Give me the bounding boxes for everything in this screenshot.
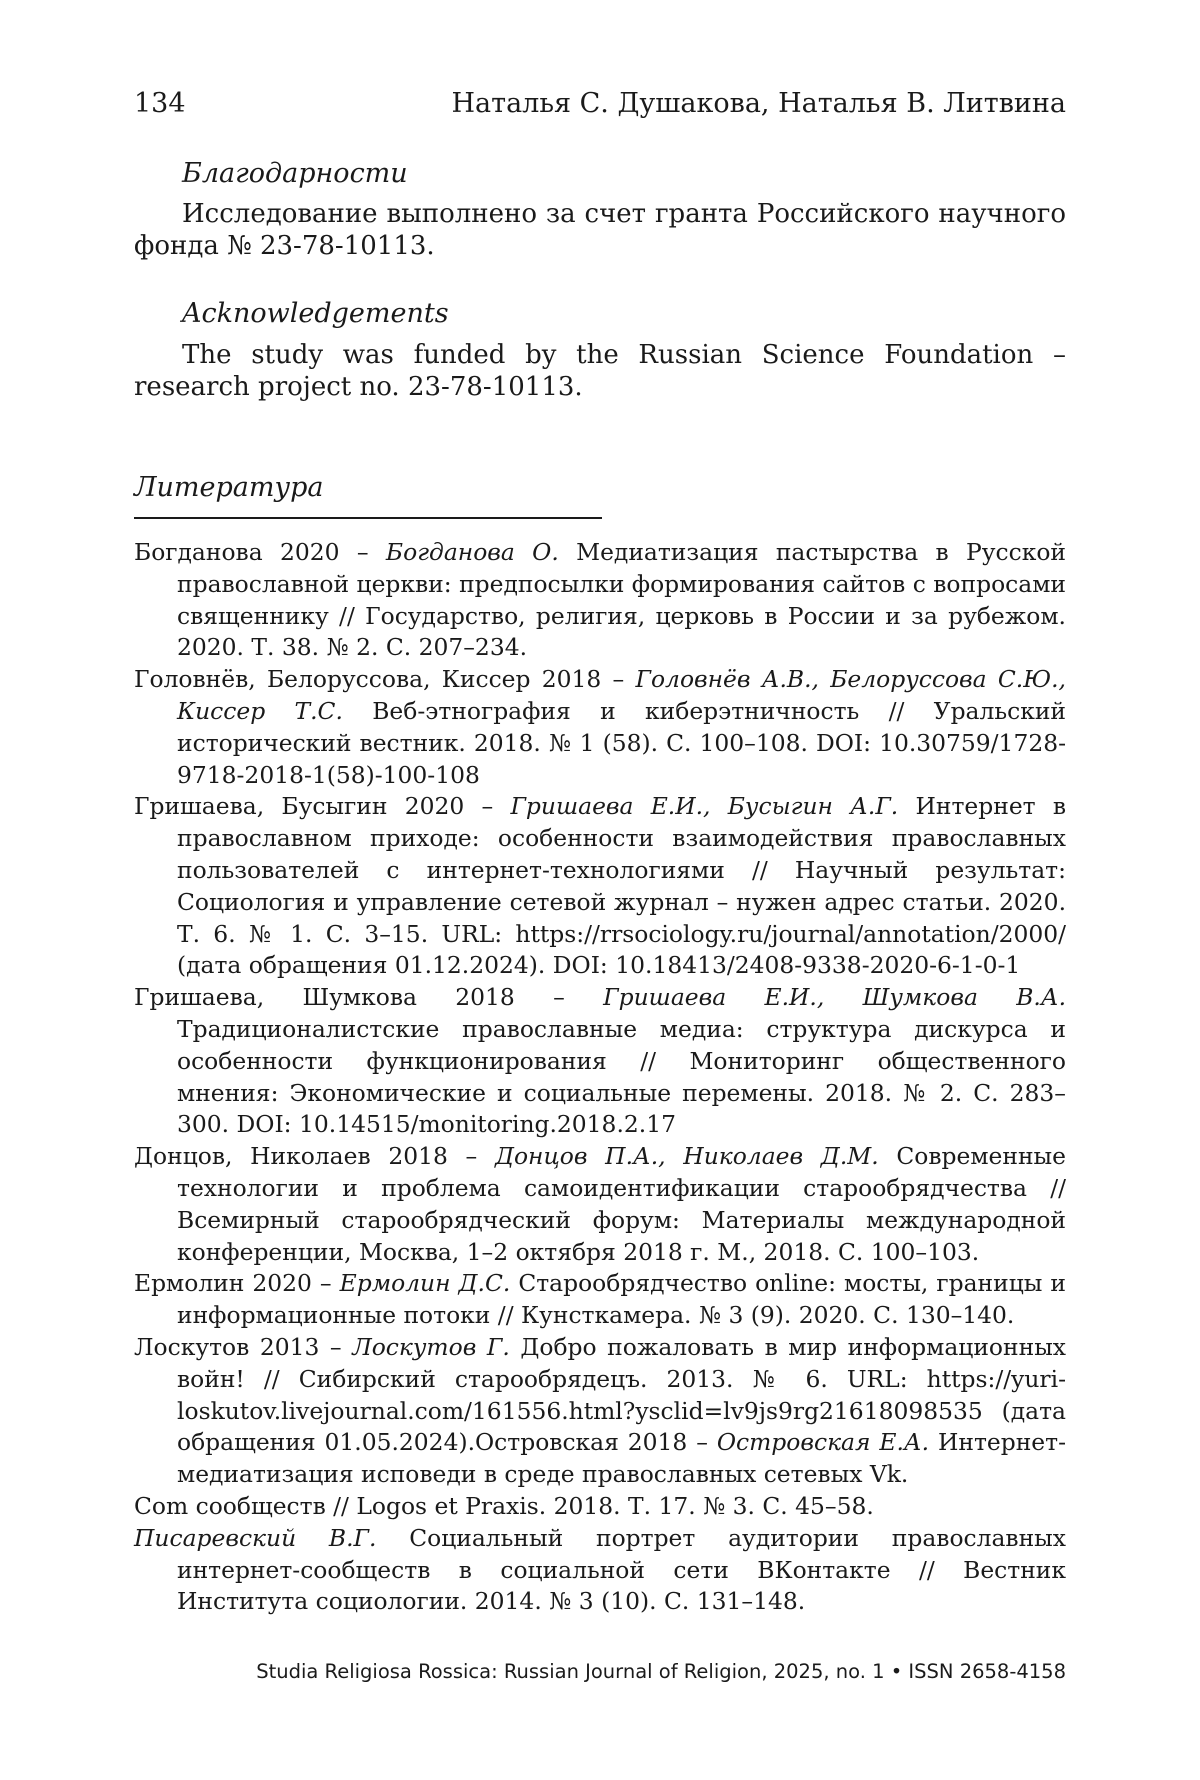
reference-item	[134, 791, 1066, 982]
reference-text: Социальный портрет аудитории православных интернет-сообществ в социальной сети ВКонтакте // Вестник Института социологии. 2014. № 3 (10). С. 131–148.	[177, 1523, 1066, 1616]
journal-footer: Studia Religiosa Rossica: Russian Journal of Religion, 2025, no. 1 • ISSN 2658-4158	[256, 1660, 1066, 1683]
reference-lead: Лоскутов 2013 –	[134, 1332, 353, 1361]
reference-item	[134, 537, 1066, 664]
reference-item	[134, 1141, 1066, 1268]
reference-item	[134, 1332, 1066, 1491]
reference-text: Веб-этнография и киберэтничность // Уральский исторический вестник. 2018. № 1 (58). С. 100–108. DOI: 10.30759/1728-9718-2018-1(58)-100-108	[177, 696, 1066, 789]
reference-authors: Головнёв А.В., Белоруссова С.Ю., Киссер Т.С.	[177, 665, 1066, 725]
reference-item	[134, 1268, 1066, 1332]
reference-text: Добро пожаловать в мир информационных войн! // Сибирский старообрядецъ. 2013. № 6. URL: https://yuri-loskutov.livejournal.com/161556.html?ysclid=lv9js9rg21618098535 (дата обращения 01.05.2024).Островская 2018 –	[177, 1332, 1067, 1457]
reference-text: Медиатизация пастырства в Русской православной церкви: предпосылки формирования сайтов с вопросами священнику // Государство, религия, церковь в России и за рубежом. 2020. Т. 38. № 2. С. 207–234.	[177, 538, 1066, 662]
reference-authors: Донцов П.А., Николаев Д.М.	[494, 1142, 879, 1171]
reference-authors: Гришаева Е.И., Бусыгин А.Г.	[510, 792, 899, 821]
literature-divider	[134, 517, 602, 519]
reference-authors: Островская Е.А.	[716, 1428, 930, 1457]
running-head	[134, 84, 1066, 124]
reference-text: Интернет в православном приходе: особенности взаимодействия православных пользователей с интернет-технологиями // Научный результат: Социология и управление сетевой журнал – нужен адрес статьи. 2020. Т. 6. № 1. С. 3–15. URL: https://rrsociology.ru/journal/annotation/2000/ (дата обращения 01.12.2024). DOI: 10.18413/2408-9338-2020-6-1-0-1	[177, 792, 1067, 980]
reference-lead: Донцов, Николаев 2018 –	[134, 1142, 495, 1171]
reference-authors: Лоскутов Г.	[352, 1332, 510, 1361]
running-head-authors: Наталья С. Душакова, Наталья В. Литвина	[451, 88, 1066, 119]
reference-text: Традиционалистские православные медиа: структура дискурса и особенности функционирования // Мониторинг общественного мнения: Экономические и социальные перемены. 2018. № 2. С. 283–300. DOI: 10.14515/monitoring.2018.2.17	[177, 1014, 1066, 1139]
literature-heading: Литература	[134, 472, 324, 503]
reference-lead: Головнёв, Белоруссова, Киссер 2018 –	[134, 665, 636, 694]
reference-item	[134, 1491, 1066, 1523]
reference-lead: Богданова 2020 –	[134, 538, 386, 566]
page-number: 134	[134, 88, 186, 119]
acknowledgements-ru-heading: Благодарности	[182, 158, 408, 189]
reference-lead: Гришаева, Бусыгин 2020 –	[134, 792, 511, 821]
reference-lead: Гришаева, Шумкова 2018 –	[134, 983, 604, 1012]
reference-text: Старообрядчество online: мосты, границы и информационные потоки // Кунсткамера. № 3 (9). 2020. С. 130–140.	[177, 1269, 1066, 1330]
reference-authors: Богданова О.	[385, 538, 559, 566]
reference-item	[134, 982, 1066, 1141]
reference-item	[134, 1523, 1066, 1618]
reference-authors: Гришаева Е.И., Шумкова В.А.	[603, 983, 1066, 1012]
reference-lead: Com сообществ // Logos et Praxis. 2018. Т. 17. № 3. С. 45–58.	[134, 1491, 874, 1520]
acknowledgements-en-heading: Acknowledgements	[182, 298, 449, 329]
acknowledgements-en-text: The study was funded by the Russian Science Foundation – research project no. 23-78-10113.	[134, 340, 1066, 402]
reference-lead: Ермолин 2020 –	[134, 1269, 340, 1298]
reference-text: Интернет-медиатизация исповеди в среде православных сетевых Vk.	[177, 1428, 1066, 1489]
reference-list	[134, 537, 1066, 1618]
reference-item	[134, 664, 1066, 791]
reference-authors: Ермолин Д.С.	[339, 1269, 511, 1298]
reference-text: Современные технологии и проблема самоидентификации старообрядчества // Всемирный старообрядческий форум: Материалы международной конференции, Москва, 1–2 октября 2018 г. М., 2018. С. 100–103.	[177, 1142, 1066, 1266]
acknowledgements-ru-text: Исследование выполнено за счет гранта Российского научного фонда № 23-78-10113.	[134, 199, 1066, 261]
reference-authors: Писаревский В.Г.	[134, 1523, 377, 1552]
